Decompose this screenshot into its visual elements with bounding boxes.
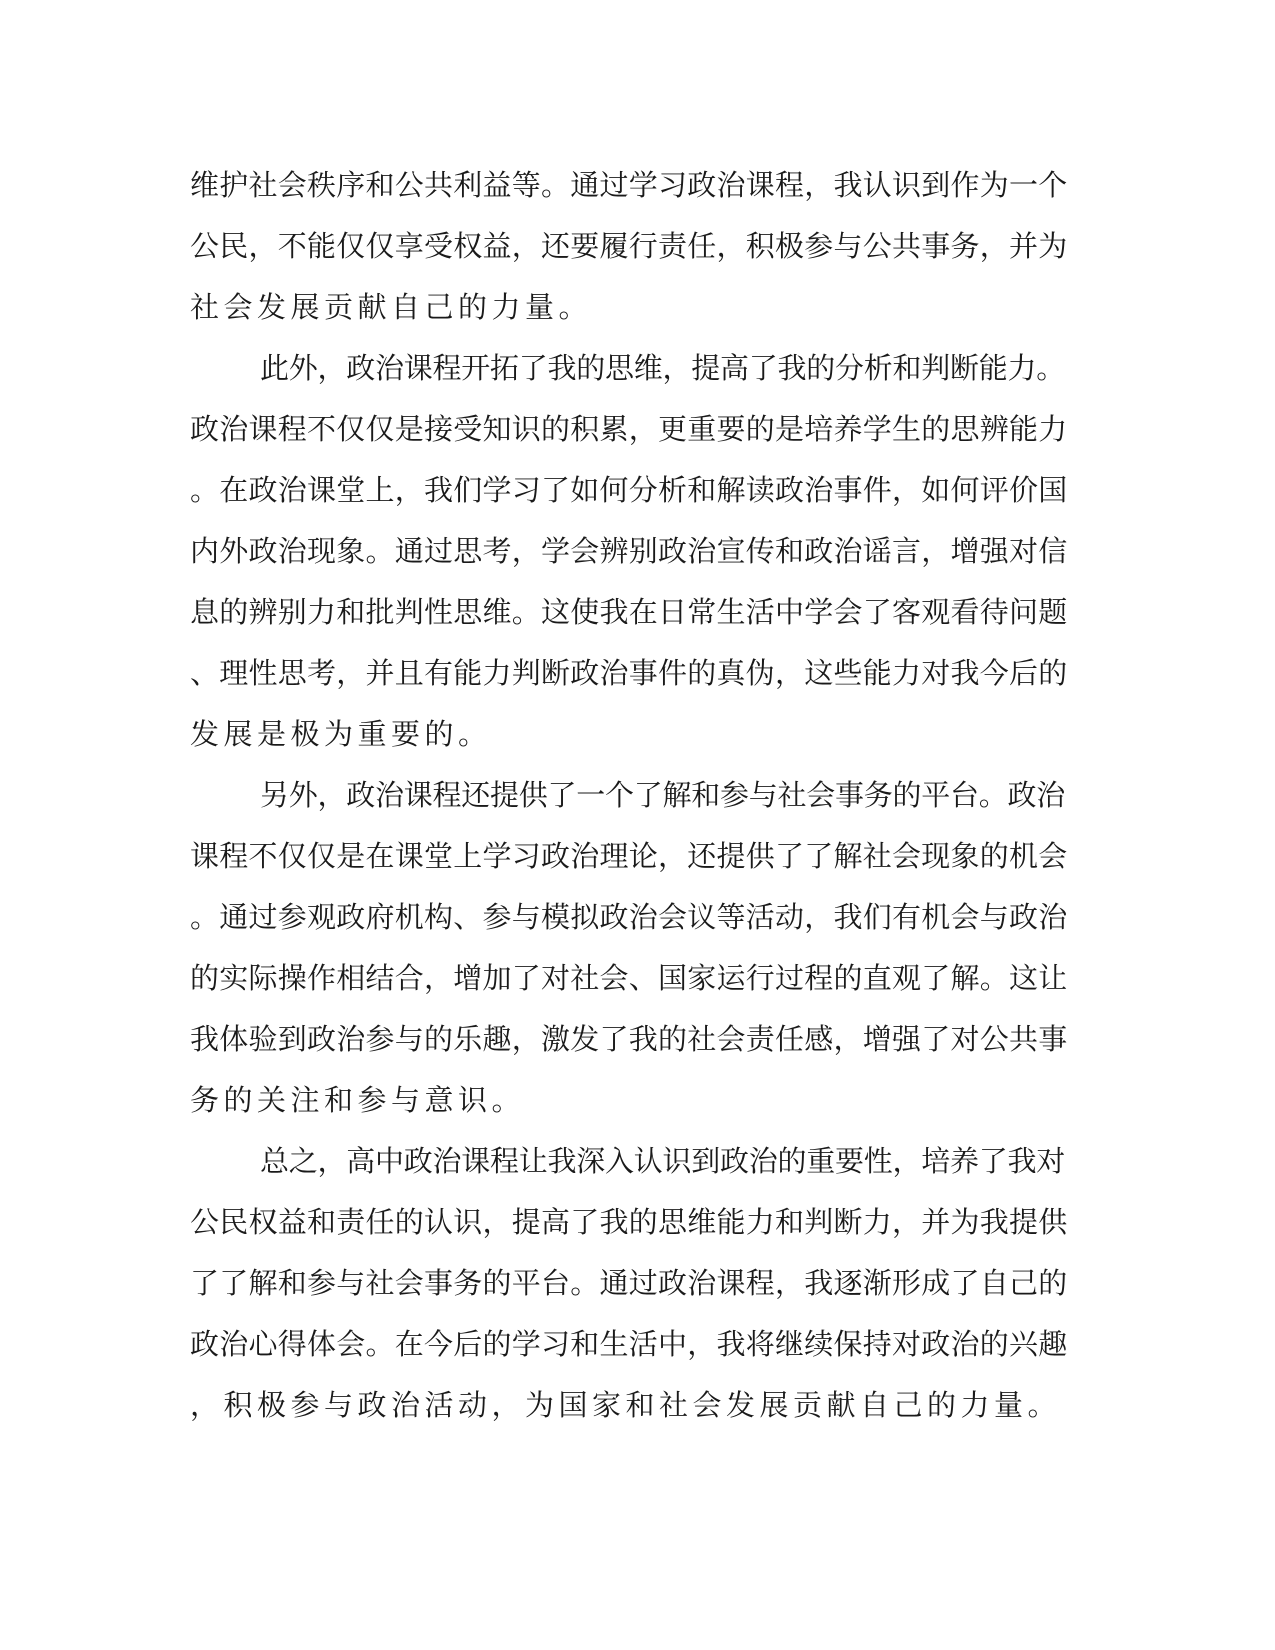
text-line: 。在政治课堂上，我们学习了如何分析和解读政治事件，如何评价国: [190, 473, 1068, 507]
text-line: 公民，不能仅仅享受权益，还要履行责任，积极参与公共事务，并为: [190, 229, 1068, 263]
text-line: 政治心得体会。在今后的学习和生活中，我将继续保持对政治的兴趣: [190, 1327, 1068, 1361]
paragraph-first-line: 此外，政治课程开拓了我的思维，提高了我的分析和判断能力。: [260, 351, 1066, 385]
paragraph-first-line: 另外，政治课程还提供了一个了解和参与社会事务的平台。政治: [260, 778, 1066, 812]
text-line: ，积极参与政治活动，为国家和社会发展贡献自己的力量。: [190, 1388, 1062, 1422]
text-line: 我体验到政治参与的乐趣，激发了我的社会责任感，增强了对公共事: [190, 1022, 1068, 1056]
text-line: 政治课程不仅仅是接受知识的积累，更重要的是培养学生的思辨能力: [190, 412, 1068, 446]
text-line: 社会发展贡献自己的力量。: [190, 290, 593, 324]
text-line: 内外政治现象。通过思考，学会辨别政治宣传和政治谣言，增强对信: [190, 534, 1068, 568]
text-line: 务的关注和参与意识。: [190, 1083, 526, 1117]
document-body: [190, 155, 1070, 1436]
text-line: 。通过参观政府机构、参与模拟政治会议等活动，我们有机会与政治: [190, 900, 1068, 934]
text-line: 的实际操作相结合，增加了对社会、国家运行过程的直观了解。这让: [190, 961, 1068, 995]
text-line: 课程不仅仅是在课堂上学习政治理论，还提供了了解社会现象的机会: [190, 839, 1068, 873]
text-line: 息的辨别力和批判性思维。这使我在日常生活中学会了客观看待问题: [190, 595, 1068, 629]
text-line: 了了解和参与社会事务的平台。通过政治课程，我逐渐形成了自己的: [190, 1266, 1068, 1300]
paragraph-first-line: 总之，高中政治课程让我深入认识到政治的重要性，培养了我对: [260, 1144, 1066, 1178]
text-line: 公民权益和责任的认识，提高了我的思维能力和判断力，并为我提供: [190, 1205, 1068, 1239]
text-line: 维护社会秩序和公共利益等。通过学习政治课程，我认识到作为一个: [190, 168, 1068, 202]
text-line: 、理性思考，并且有能力判断政治事件的真伪，这些能力对我今后的: [190, 656, 1068, 690]
text-line: 发展是极为重要的。: [190, 717, 492, 751]
